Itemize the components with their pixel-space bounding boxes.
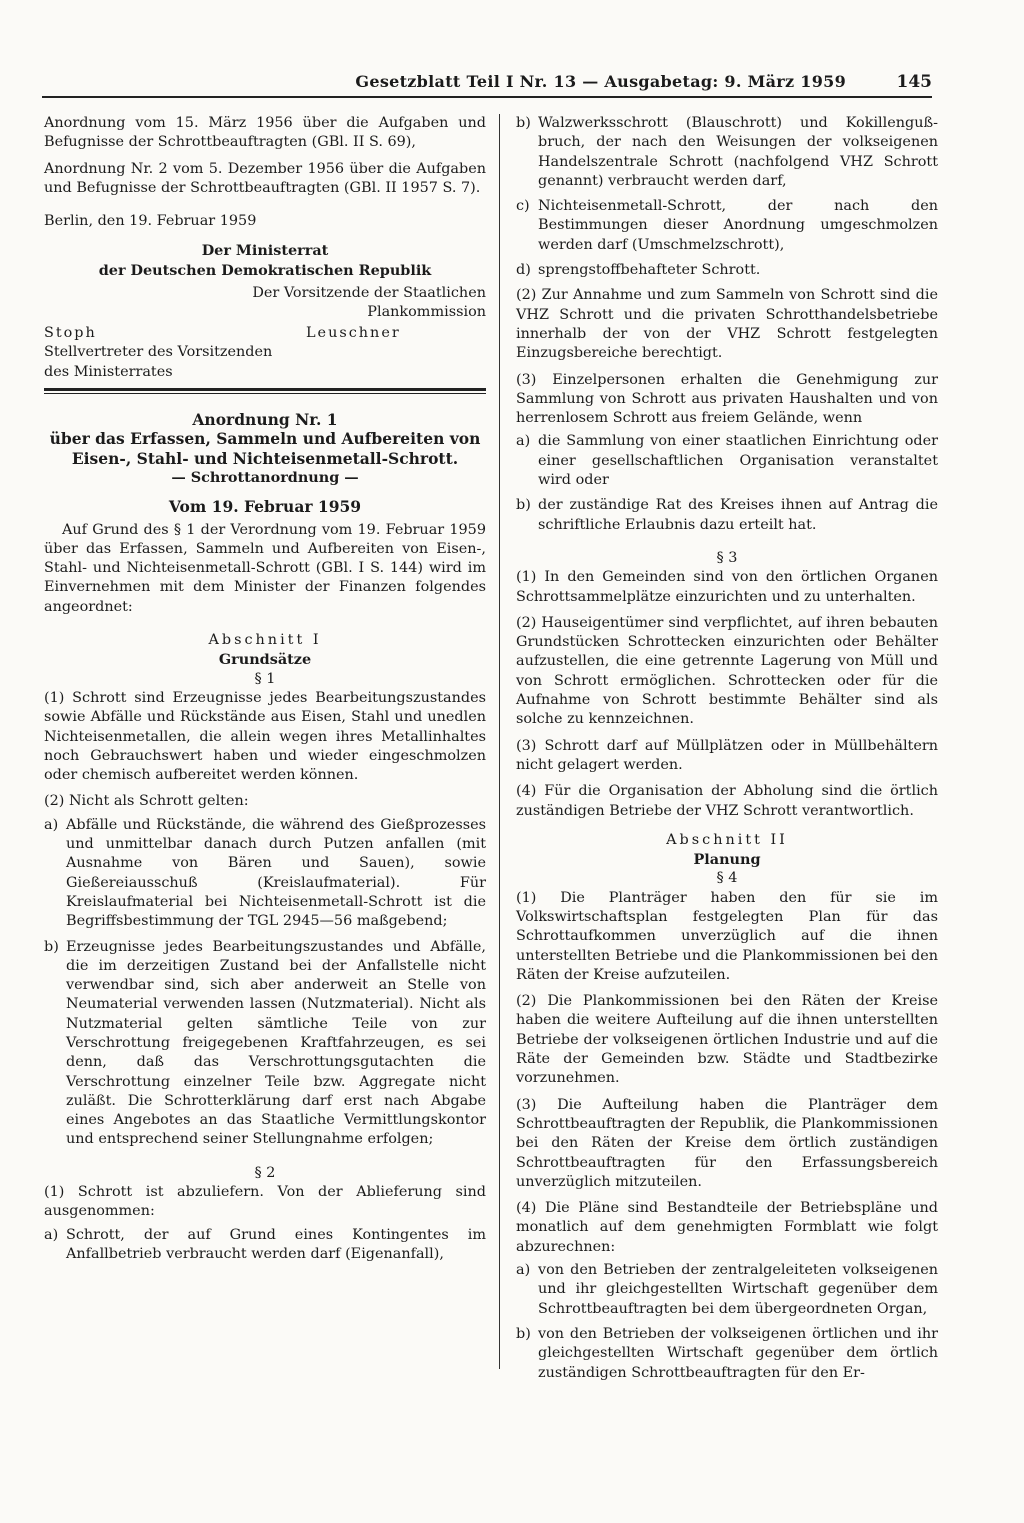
p2-item-d: d) sprengstoffbehafteter Schrott.	[516, 262, 761, 279]
section-1-title: Grundsätze	[218, 651, 312, 669]
p3-subsection-3: (3) Schrott darf auf Müllplätzen oder in Müllbehältern nicht gelagert werden.	[516, 737, 938, 773]
signatory-stoph: Stoph	[44, 325, 97, 342]
section-2-title: Planung	[693, 851, 761, 869]
signature-left	[44, 324, 274, 382]
p1-item-a: a) Abfälle und Rückstände, die während des Gießprozesses und unmittelbar danach durch Putzen anfallen (mit Ausnahme von Bären und Sauen), sowie Gießereiausschuß (Kreislaufmaterial). Für Kreislaufmaterial bei Nichteisenmetall-Schrott ist die Begriffsbestimmung der TGL 2945—56 maßgebend;	[44, 816, 486, 930]
ordinance-title-2: über das Erfassen, Sammeln und Aufbereiten von	[49, 429, 481, 449]
p4-subsection-1: (1) Die Planträger haben den für sie im Volkswirtschaftsplan festgelegten Plan für das Schrottaufkommen unverzüglich auf die ihnen unterstellten Betriebe und die Plankommissionen bei den Räten der Kreise aufzuteilen.	[516, 889, 938, 983]
paragraph-3-heading: § 3	[716, 549, 738, 566]
p4-subsection-4: (4) Die Pläne sind Bestandteile der Betriebspläne und monatlich auf dem genehmigten Formblatt wie folgt abzurechnen:	[516, 1200, 938, 1255]
section-rule-thick	[44, 388, 486, 391]
signature-block	[44, 284, 486, 378]
preamble: Auf Grund des § 1 der Verordnung vom 19. Februar 1959 über das Erfassen, Sammeln und Aufbereiten von Eisen-, Stahl- und Nichteisenmetall-Schrott (GBl. I S. 144) wird im Einvernehmen mit dem Minister der Finanzen folgendes angeordnet:	[44, 521, 486, 615]
p3-subsection-4: (4) Für die Organisation der Abholung sind die örtlich zuständigen Betriebe der VHZ Schrott verantwortlich.	[516, 783, 938, 819]
p2-item-a: a) Schrott, der auf Grund eines Kontingentes im Anfallbetrieb verbraucht werden darf (Eigenanfall),	[44, 1226, 486, 1262]
p3-subsection-2: (2) Hauseigentümer sind verpflichtet, auf ihren bebauten Grundstücken Schrottecken einzurichten oder Behälter aufzustellen, die eine getrennte Lagerung von Müll und von Schrott ermöglichen. Schrottecken oder für die Aufnahme von Schrott bestimmte Behälter sind als solche zu kennzeichnen.	[516, 614, 938, 728]
p1-item-b: b) Erzeugnisse jedes Bearbeitungszustandes und Abfälle, die im derzeitigen Zustand bei der Anfallstelle nicht verwendbar sind, sich aber anderweit an Stelle von Neumaterial verwenden lassen (Nutzmaterial). Nicht als Nutzmaterial gelten sämtliche Teile von zur Verschrottung freigegebenen Kraftfahrzeugen, es sei denn, daß das Verschrottungsgutachten die Verschrottung einzelner Teile bzw. Aggregate nicht zuläßt. Die Schrotterklärung darf erst nach Abgabe eines Angebotes an das Staatliche Vermittlungskontor und entsprechend seiner Stellungnahme erfolgen;	[44, 938, 486, 1148]
page-number: 145	[896, 72, 932, 92]
p1-subsection-1: (1) Schrott sind Erzeugnisse jedes Bearbeitungszustandes sowie Abfälle und Rückstände aus Eisen, Stahl und unedlen Nichteisenmetallen, die allein wegen ihres Metallinhaltes noch Gebrauchswert haben und wieder eingeschmolzen oder chemisch aufbereitet werden können.	[44, 689, 486, 784]
section-1-heading: Abschnitt I	[208, 632, 322, 649]
ordinance-title-1: Anordnung Nr. 1	[192, 410, 338, 430]
p1-subsection-2: (2) Nicht als Schrott gelten:	[44, 793, 249, 810]
p2-subsection-3: (3) Einzelpersonen erhalten die Genehmigung zur Sammlung von Schrott aus privaten Haushalten und von herrenlosem Schrott aus freiem Gelände, wenn	[516, 371, 938, 427]
paragraph-4-heading: § 4	[716, 870, 738, 887]
signatory-stoph-role: Stellvertreter des Vorsitzenden des Ministerrates	[44, 344, 273, 380]
p4-subsection-3: (3) Die Aufteilung haben die Planträger dem Schrottbeauftragten der Republik, die Plankommissionen bei den Räten der Kreise dem örtlich zuständigen Schrottbeauftragten für den Erfassungsbereich unverzüglich mitzuteilen.	[516, 1096, 938, 1190]
reference-2: Anordnung Nr. 2 vom 5. Dezember 1956 über die Aufgaben und Befugnisse der Schrottbeauftragten (GBl. II 1957 S. 7).	[44, 160, 486, 196]
place-date: Berlin, den 19. Februar 1959	[44, 213, 257, 230]
paragraph-1-heading: § 1	[254, 670, 276, 687]
signatory-leuschner: Leuschner	[306, 325, 401, 342]
p2-3-item-b: b) der zuständige Rat des Kreises ihnen auf Antrag die schriftliche Erlaubnis dazu erteilt hat.	[516, 497, 938, 533]
p4-item-a: a) von den Betrieben der zentralgeleiteten volkseigenen und ihr gleichgestellten Wirtschaft gegenüber dem Schrottbeauftragten bei dem übergeordneten Organ,	[516, 1262, 938, 1317]
p4-item-b: b) von den Betrieben der volkseigenen örtlichen und ihr gleichgestellten Wirtschaft gegenüber dem örtlich zuständigen Schrottbeauftragten für den Er-	[516, 1325, 938, 1381]
page-header	[42, 70, 932, 98]
paragraph-2-heading: § 2	[254, 1164, 276, 1181]
left-column	[44, 114, 486, 1270]
signature-right	[306, 324, 486, 343]
p2-subsection-2: (2) Zur Annahme und zum Sammeln von Schrott sind die VHZ Schrott und die privaten Schrotthandelsbetriebe innerhalb der von der VHZ Schrott festgelegten Einzugsbereiche berechtigt.	[516, 287, 938, 362]
column-divider	[499, 114, 500, 1369]
p2-item-c: c) Nichteisenmetall-Schrott, der nach den Bestimmungen dieser Anordnung umgeschmolzen werden darf (Umschmelzschrott),	[516, 198, 938, 253]
p2-3-item-a: a) die Sammlung von einer staatlichen Einrichtung oder einer gesellschaftlichen Organisation veranstaltet wird oder	[516, 433, 938, 489]
ordinance-subtitle: — Schrottanordnung —	[171, 468, 359, 486]
section-rule-thin	[44, 393, 486, 394]
p2-item-b: b) Walzwerksschrott (Blauschrott) und Kokillenguß-bruch, der nach den Weisungen der volkseigenen Handelszentrale Schrott (nachfolgend VHZ Schrott genannt) verbraucht werden darf,	[516, 115, 938, 189]
section-2-heading: Abschnitt II	[666, 831, 788, 848]
ordinance-date: Vom 19. Februar 1959	[168, 497, 362, 517]
chair-title: Der Vorsitzende der Staatlichen Plankommission	[252, 285, 486, 321]
council-line-1: Der Ministerrat	[201, 242, 329, 260]
council-line-2: der Deutschen Demokratischen Republik	[98, 261, 432, 279]
ordinance-title-3: Eisen-, Stahl- und Nichteisenmetall-Schrott.	[71, 448, 459, 468]
running-title: Gesetzblatt Teil I Nr. 13 — Ausgabetag: 9. März 1959	[355, 72, 846, 91]
reference-1: Anordnung vom 15. März 1956 über die Aufgaben und Befugnisse der Schrottbeauftragten (GBl. II S. 69),	[44, 115, 486, 151]
p2-subsection-1: (1) Schrott ist abzuliefern. Von der Ablieferung sind ausgenommen:	[44, 1184, 486, 1220]
p3-subsection-1: (1) In den Gemeinden sind von den örtlichen Organen Schrottsammelplätze einzurichten und zu unterhalten.	[516, 569, 938, 605]
p4-subsection-2: (2) Die Plankommissionen bei den Räten der Kreise haben die weitere Aufteilung auf die ihnen unterstellten Betriebe der volkseigenen örtlichen Industrie und auf die Räte der Gemeinden bzw. Städte und Stadtbezirke vorzunehmen.	[516, 993, 938, 1087]
right-column	[516, 114, 938, 1389]
